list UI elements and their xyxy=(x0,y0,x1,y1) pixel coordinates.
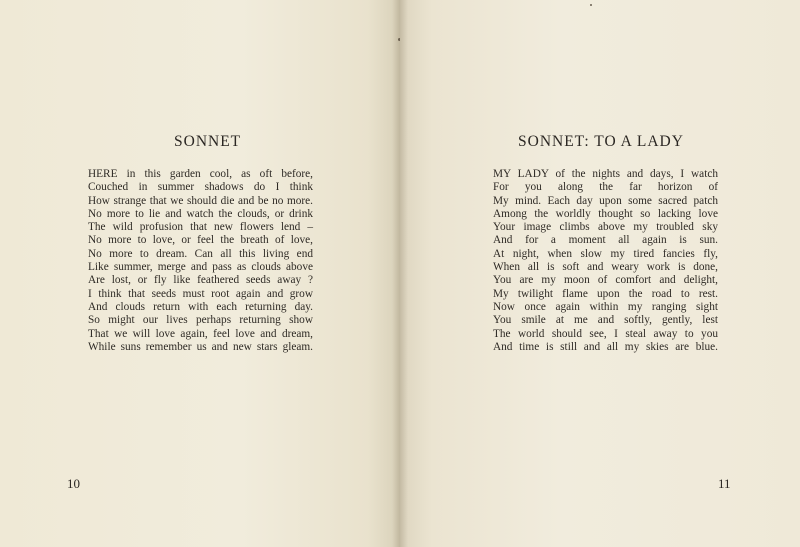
poem-line: That we will love again, feel love and dream, xyxy=(88,327,313,340)
poem-line: You are my moon of comfort and delight, xyxy=(493,274,718,287)
poem-line: While suns remember us and new stars gleam. xyxy=(88,340,313,353)
poem-line: And time is still and all my skies are blue. xyxy=(493,340,718,353)
poem-line: Like summer, merge and pass as clouds above xyxy=(88,261,313,274)
poem-title: SONNET: TO A LADY xyxy=(518,133,684,150)
poem-line: And for a moment all again is sun. xyxy=(493,234,718,247)
poem-line: Are lost, or fly like feathered seeds away ? xyxy=(88,274,313,287)
poem-line: No more to dream. Can all this living end xyxy=(88,247,313,260)
poem-line: My twilight flame upon the road to rest. xyxy=(493,287,718,300)
book-gutter xyxy=(392,0,408,547)
right-page xyxy=(400,0,800,547)
poem-line: When all is soft and weary work is done, xyxy=(493,261,718,274)
poem-line: For you along the far horizon of xyxy=(493,181,718,194)
poem-line: Couched in summer shadows do I think xyxy=(88,181,313,194)
poem-line: So might our lives perhaps returning show xyxy=(88,314,313,327)
poem-line: And clouds return with each returning day. xyxy=(88,300,313,313)
poem-line: Now once again within my ranging sight xyxy=(493,300,718,313)
poem-line: You smile at me and softly, gently, lest xyxy=(493,314,718,327)
page-number: 11 xyxy=(718,476,731,491)
poem-line: HERE in this garden cool, as oft before, xyxy=(88,168,313,180)
poem-title: SONNET xyxy=(174,133,242,150)
poem-line: MY LADY of the nights and days, I watch xyxy=(493,168,718,180)
page-number: 10 xyxy=(67,476,80,491)
poem-line: Among the worldly thought so lacking love xyxy=(493,207,718,220)
poem-line: My mind. Each day upon some sacred patch xyxy=(493,194,718,207)
poem-line: How strange that we should die and be no more. xyxy=(88,194,313,207)
poem-line: Your image climbs above my troubled sky xyxy=(493,221,718,234)
paper-speck xyxy=(590,4,592,6)
poem-body xyxy=(88,168,328,354)
poem-body xyxy=(493,168,733,354)
poem-line: No more to lie and watch the clouds, or drink xyxy=(88,207,313,220)
poem-line: The world should see, I steal away to you xyxy=(493,327,718,340)
poem-line: No more to love, or feel the breath of love, xyxy=(88,234,313,247)
poem-line: I think that seeds must root again and grow xyxy=(88,287,313,300)
poem-line: The wild profusion that new flowers lend – xyxy=(88,221,313,234)
poem-line: At night, when slow my tired fancies fly, xyxy=(493,247,718,260)
